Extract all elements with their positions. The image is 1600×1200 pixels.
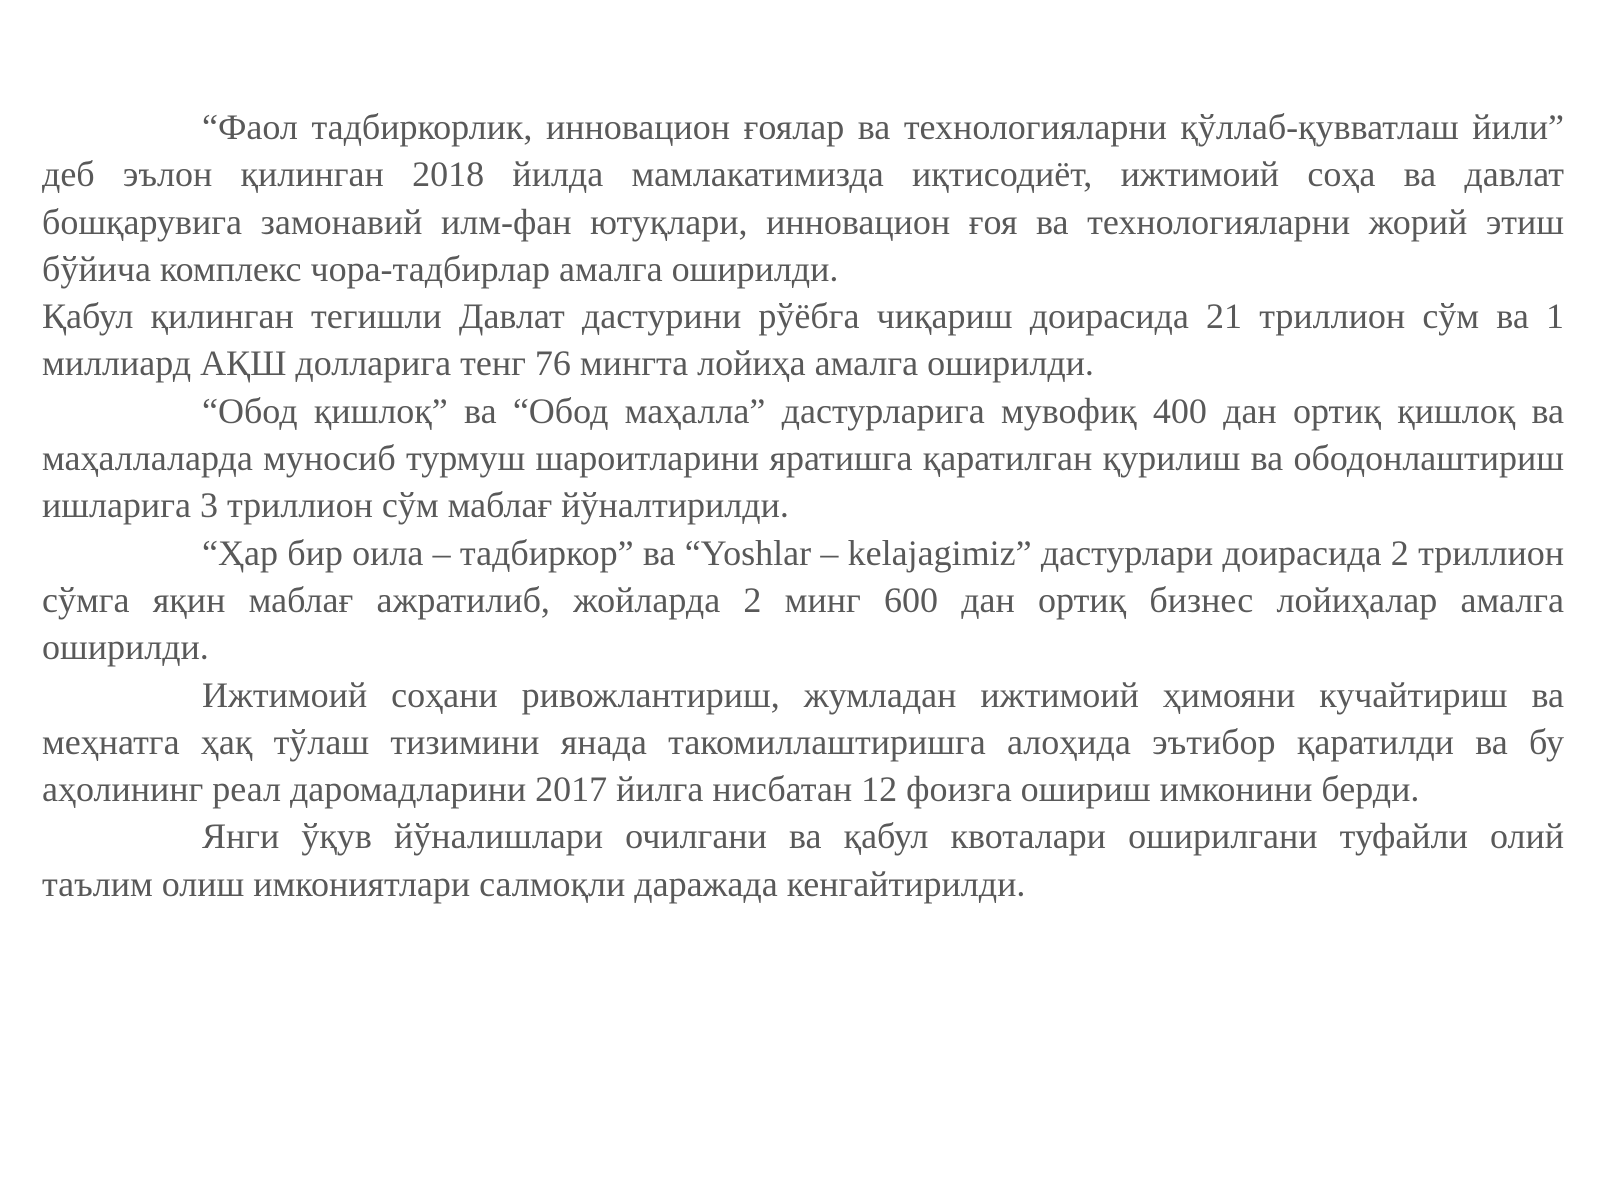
- paragraph-3: “Обод қишлоқ” ва “Обод маҳалла” дастурларига мувофиқ 400 дан ортиқ қишлоқ ва маҳаллаларда муносиб турмуш шароитларини яратишга қаратилган қурилиш ва ободонлаштириш ишларига 3 триллион сўм маблағ йўналтирилди.: [42, 390, 1564, 526]
- paragraph-1: “Фаол тадбиркорлик, инновацион ғоялар ва технологияларни қўллаб-қувватлаш йили” деб эълон қилинган 2018 йилда мамлакатимизда иқтисодиёт, ижтимоий соҳа ва давлат бошқарувига замонавий илм-фан ютуқлари, инновацион ғоя ва технологияларни жорий этиш бўйича комплекс чора-тадбирлар амалга оширилди.: [42, 107, 1564, 289]
- paragraph-5: Ижтимоий соҳани ривожлантириш, жумладан ижтимоий ҳимояни кучайтириш ва меҳнатга ҳақ тўлаш тизимини янада такомиллаштиришга алоҳида эътибор қаратилди ва бу аҳолининг реал даромадларини 2017 йилга нисбатан 12 фоизга ошириш имконини берди.: [42, 674, 1564, 810]
- paragraph-6: Янги ўқув йўналишлари очилгани ва қабул квоталари оширилгани туфайли олий таълим олиш имкониятлари салмоқли даражада кенгайтирилди.: [42, 816, 1564, 904]
- document-body: [42, 104, 1564, 908]
- paragraph-4: “Ҳар бир оила – тадбиркор” ва “Yoshlar – kelajagimiz” дастурлари доирасида 2 триллион сўмга яқин маблағ ажратилиб, жойларда 2 минг 600 дан ортиқ бизнес лойиҳалар амалга оширилди.: [42, 532, 1564, 668]
- paragraph-2: Қабул қилинган тегишли Давлат дастурини рўёбга чиқариш доирасида 21 триллион сўм ва 1 миллиард АҚШ долларига тенг 76 мингта лойиҳа амалга оширилди.: [42, 296, 1564, 384]
